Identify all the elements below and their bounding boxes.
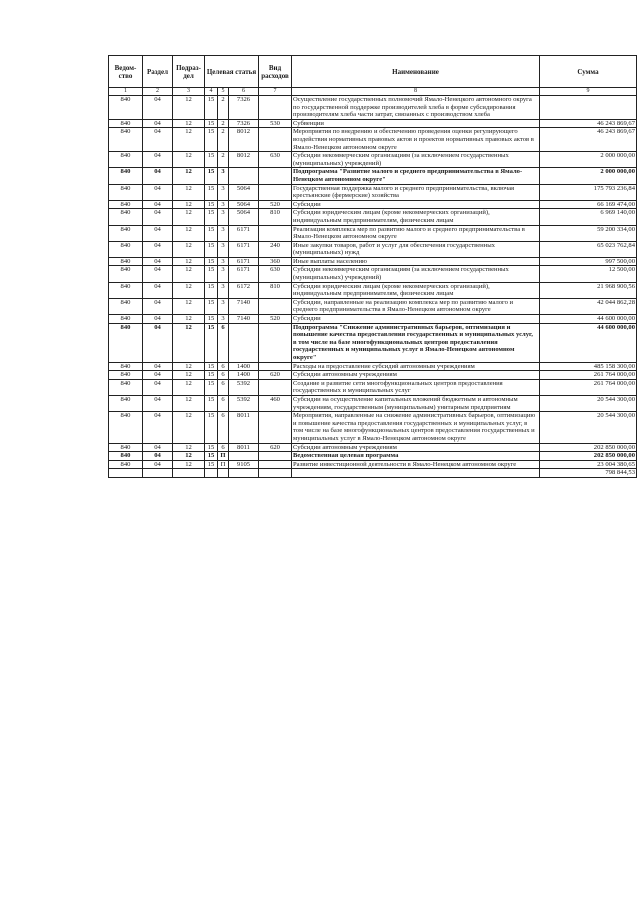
cs-subprogram-cell: П (218, 452, 229, 461)
podrazdel-cell: 12 (173, 128, 205, 152)
column-number: 2 (143, 88, 173, 96)
razdel-cell: 04 (143, 412, 173, 443)
cs-subprogram-cell: 3 (218, 298, 229, 314)
cs-program-cell: 15 (205, 282, 218, 298)
cs-direction-cell: 7140 (229, 298, 259, 314)
ved-cell: 840 (109, 209, 143, 225)
table-row (109, 395, 637, 411)
cs-direction-cell: 6171 (229, 225, 259, 241)
cs-program-cell: 15 (205, 184, 218, 200)
budget-table (108, 55, 637, 478)
header-summa: Сумма (540, 56, 637, 88)
name-cell: Осуществление государственных полномочий Ямало-Ненецкого автономного округа по государственной поддержке производителей хлеба в форме субсидирования производителям хлеба части затрат, связанных с производством хлеба (292, 96, 540, 120)
cs-direction-cell: 5392 (229, 379, 259, 395)
podrazdel-cell: 12 (173, 168, 205, 184)
cs-subprogram-cell: 3 (218, 315, 229, 324)
table-row (109, 119, 637, 128)
vid-cell (259, 362, 292, 371)
ved-cell (109, 469, 143, 478)
ved-cell: 840 (109, 460, 143, 469)
sum-cell: 2 000 000,00 (540, 152, 637, 168)
razdel-cell: 04 (143, 119, 173, 128)
cs-program-cell: 15 (205, 225, 218, 241)
podrazdel-cell: 12 (173, 282, 205, 298)
sum-cell: 261 764 000,00 (540, 379, 637, 395)
cs-program-cell: 15 (205, 412, 218, 443)
table-row (109, 96, 637, 120)
cs-subprogram-cell: 3 (218, 200, 229, 209)
vid-cell (259, 168, 292, 184)
cs-subprogram-cell: 6 (218, 371, 229, 380)
cs-subprogram-cell: 3 (218, 168, 229, 184)
name-cell: Иные выплаты населению (292, 257, 540, 266)
cs-subprogram-cell: 2 (218, 152, 229, 168)
name-cell: Субсидии некоммерческим организациям (за исключением государственных (муниципальных) учреждений) (292, 152, 540, 168)
cs-program-cell: 15 (205, 168, 218, 184)
vid-cell (259, 184, 292, 200)
table-row (109, 460, 637, 469)
razdel-cell: 04 (143, 200, 173, 209)
razdel-cell: 04 (143, 209, 173, 225)
ved-cell: 840 (109, 443, 143, 452)
podrazdel-cell: 12 (173, 200, 205, 209)
sum-cell: 44 600 000,00 (540, 323, 637, 362)
header-podrazdel: Подраз-дел (173, 56, 205, 88)
ved-cell: 840 (109, 298, 143, 314)
name-cell: Субсидии (292, 200, 540, 209)
name-cell: Субсидии (292, 315, 540, 324)
vid-cell: 630 (259, 266, 292, 282)
ved-cell: 840 (109, 379, 143, 395)
column-number: 5 (218, 88, 229, 96)
name-cell: Создание и развитие сети многофункциональных центров предоставления государственных и муниципальных услуг (292, 379, 540, 395)
sum-cell: 2 000 000,00 (540, 168, 637, 184)
vid-cell (259, 298, 292, 314)
name-cell: Мероприятия по внедрению и обеспечению проведения оценки регулирующего воздействия нормативных правовых актов и проектов нормативных правовых актов в Ямало-Ненецком автономном округе (292, 128, 540, 152)
cs-program-cell: 15 (205, 362, 218, 371)
cs-program-cell: 15 (205, 379, 218, 395)
name-cell: Субсидии автономным учреждениям (292, 371, 540, 380)
podrazdel-cell: 12 (173, 395, 205, 411)
cs-direction-cell: 1400 (229, 362, 259, 371)
cs-direction-cell: 1400 (229, 371, 259, 380)
razdel-cell: 04 (143, 452, 173, 461)
name-cell: Субсидии некоммерческим организациям (за исключением государственных (муниципальных) учреждений) (292, 266, 540, 282)
podrazdel-cell: 12 (173, 371, 205, 380)
column-numbers-row (109, 88, 637, 96)
cs-program-cell: 15 (205, 298, 218, 314)
podrazdel-cell: 12 (173, 412, 205, 443)
razdel-cell: 04 (143, 168, 173, 184)
cs-direction-cell (229, 168, 259, 184)
podrazdel-cell: 12 (173, 298, 205, 314)
cs-program-cell: 15 (205, 96, 218, 120)
sum-cell (540, 96, 637, 120)
vid-cell: 460 (259, 395, 292, 411)
vid-cell (259, 379, 292, 395)
cs-subprogram-cell: 2 (218, 128, 229, 152)
cs-program-cell: 15 (205, 323, 218, 362)
cs-program-cell: 15 (205, 452, 218, 461)
sum-cell: 798 844,53 (540, 469, 637, 478)
ved-cell: 840 (109, 282, 143, 298)
cs-program-cell: 15 (205, 315, 218, 324)
sum-cell: 12 500,00 (540, 266, 637, 282)
table-row (109, 379, 637, 395)
sum-cell: 997 500,00 (540, 257, 637, 266)
sum-cell: 46 243 869,67 (540, 128, 637, 152)
column-number: 1 (109, 88, 143, 96)
cs-direction-cell: 7140 (229, 315, 259, 324)
sum-cell: 202 850 000,00 (540, 443, 637, 452)
ved-cell: 840 (109, 152, 143, 168)
table-row (109, 362, 637, 371)
podrazdel-cell: 12 (173, 266, 205, 282)
vid-cell: 620 (259, 371, 292, 380)
vid-cell: 520 (259, 200, 292, 209)
cs-subprogram-cell: 3 (218, 241, 229, 257)
cs-direction-cell (229, 323, 259, 362)
name-cell: Мероприятия, направленные на снижение административных барьеров, оптимизацию и повышение качества предоставления государственных и муниципальных услуг, в том числе на базе многофункциональных центров предоставления государственных и муниципальных услуг в Ямало-Ненецком автономном округе (292, 412, 540, 443)
razdel-cell (143, 469, 173, 478)
name-cell: Субсидии юридическим лицам (кроме некоммерческих организаций), индивидуальным предпринимателям, физическим лицам (292, 282, 540, 298)
ved-cell: 840 (109, 200, 143, 209)
cs-subprogram-cell: 3 (218, 266, 229, 282)
table-row (109, 469, 637, 478)
razdel-cell: 04 (143, 371, 173, 380)
cs-subprogram-cell: 3 (218, 209, 229, 225)
header-naimenovanie: Наименование (292, 56, 540, 88)
vid-cell (259, 469, 292, 478)
table-row (109, 323, 637, 362)
podrazdel-cell: 12 (173, 315, 205, 324)
sum-cell: 261 764 000,00 (540, 371, 637, 380)
table-row (109, 298, 637, 314)
budget-document-page (108, 55, 636, 478)
cs-program-cell: 15 (205, 460, 218, 469)
name-cell: Подпрограмма "Снижение административных барьеров, оптимизация и повышение качества предоставления государственных и муниципальных услуг, в том числе на базе многофункциональных центров предоставления государственных и муниципальных услуг в Ямало-Ненецком автономном округе" (292, 323, 540, 362)
ved-cell: 840 (109, 119, 143, 128)
razdel-cell: 04 (143, 298, 173, 314)
cs-subprogram-cell (218, 469, 229, 478)
cs-program-cell: 15 (205, 266, 218, 282)
cs-subprogram-cell: 3 (218, 257, 229, 266)
cs-program-cell: 15 (205, 257, 218, 266)
cs-subprogram-cell: 6 (218, 323, 229, 362)
vid-cell: 360 (259, 257, 292, 266)
ved-cell: 840 (109, 323, 143, 362)
cs-direction-cell (229, 469, 259, 478)
razdel-cell: 04 (143, 241, 173, 257)
name-cell: Субсидии на осуществление капитальных вложений бюджетным и автономным учреждениям, государственным (муниципальным) унитарным предприятиям (292, 395, 540, 411)
cs-direction-cell: 6171 (229, 266, 259, 282)
ved-cell: 840 (109, 225, 143, 241)
podrazdel-cell: 12 (173, 323, 205, 362)
ved-cell: 840 (109, 371, 143, 380)
razdel-cell: 04 (143, 96, 173, 120)
sum-cell: 20 544 300,00 (540, 395, 637, 411)
table-row (109, 371, 637, 380)
cs-direction-cell: 5064 (229, 209, 259, 225)
vid-cell: 810 (259, 209, 292, 225)
cs-direction-cell (229, 452, 259, 461)
cs-program-cell: 15 (205, 119, 218, 128)
table-row (109, 266, 637, 282)
cs-subprogram-cell: 6 (218, 395, 229, 411)
ved-cell: 840 (109, 241, 143, 257)
razdel-cell: 04 (143, 362, 173, 371)
razdel-cell: 04 (143, 184, 173, 200)
name-cell: Субсидии автономным учреждениям (292, 443, 540, 452)
vid-cell: 630 (259, 152, 292, 168)
ved-cell: 840 (109, 168, 143, 184)
cs-direction-cell: 5392 (229, 395, 259, 411)
name-cell: Расходы на предоставление субсидий автономным учреждениям (292, 362, 540, 371)
vid-cell: 620 (259, 443, 292, 452)
cs-direction-cell: 6172 (229, 282, 259, 298)
cs-program-cell: 15 (205, 371, 218, 380)
table-row (109, 282, 637, 298)
razdel-cell: 04 (143, 257, 173, 266)
razdel-cell: 04 (143, 460, 173, 469)
table-row (109, 315, 637, 324)
vid-cell (259, 225, 292, 241)
razdel-cell: 04 (143, 395, 173, 411)
table-row (109, 452, 637, 461)
podrazdel-cell: 12 (173, 379, 205, 395)
podrazdel-cell (173, 469, 205, 478)
cs-direction-cell: 8012 (229, 128, 259, 152)
cs-subprogram-cell: 6 (218, 443, 229, 452)
cs-direction-cell: 8011 (229, 412, 259, 443)
column-number: 4 (205, 88, 218, 96)
table-row (109, 241, 637, 257)
cs-direction-cell: 9105 (229, 460, 259, 469)
name-cell: Подпрограмма "Развитие малого и среднего предпринимательства в Ямало-Ненецком автономном округе" (292, 168, 540, 184)
sum-cell: 20 544 300,00 (540, 412, 637, 443)
cs-program-cell: 15 (205, 209, 218, 225)
razdel-cell: 04 (143, 152, 173, 168)
cs-direction-cell: 8012 (229, 152, 259, 168)
ved-cell: 840 (109, 412, 143, 443)
podrazdel-cell: 12 (173, 452, 205, 461)
razdel-cell: 04 (143, 225, 173, 241)
sum-cell: 175 793 236,84 (540, 184, 637, 200)
razdel-cell: 04 (143, 315, 173, 324)
razdel-cell: 04 (143, 282, 173, 298)
sum-cell: 23 004 380,65 (540, 460, 637, 469)
vid-cell: 240 (259, 241, 292, 257)
sum-cell: 21 968 900,56 (540, 282, 637, 298)
column-number: 9 (540, 88, 637, 96)
table-row (109, 443, 637, 452)
name-cell: Развитие инвестиционной деятельности в Ямало-Ненецком автономном округе (292, 460, 540, 469)
podrazdel-cell: 12 (173, 184, 205, 200)
sum-cell: 42 044 862,28 (540, 298, 637, 314)
cs-subprogram-cell: 6 (218, 412, 229, 443)
header-vid-rashodov: Вид расходов (259, 56, 292, 88)
sum-cell: 66 169 474,00 (540, 200, 637, 209)
cs-direction-cell: 6171 (229, 241, 259, 257)
vid-cell: 810 (259, 282, 292, 298)
name-cell: Субсидии, направленные на реализацию комплекса мер по развитию малого и среднего предпринимательства в Ямало-Ненецком автономном округе (292, 298, 540, 314)
table-row (109, 412, 637, 443)
sum-cell: 6 969 140,00 (540, 209, 637, 225)
ved-cell: 840 (109, 184, 143, 200)
sum-cell: 46 243 869,67 (540, 119, 637, 128)
razdel-cell: 04 (143, 443, 173, 452)
column-number: 7 (259, 88, 292, 96)
cs-program-cell: 15 (205, 241, 218, 257)
column-number: 6 (229, 88, 259, 96)
cs-direction-cell: 7326 (229, 119, 259, 128)
column-number: 3 (173, 88, 205, 96)
podrazdel-cell: 12 (173, 225, 205, 241)
cs-subprogram-cell: П (218, 460, 229, 469)
name-cell: Субвенции (292, 119, 540, 128)
vid-cell (259, 323, 292, 362)
vid-cell (259, 460, 292, 469)
cs-program-cell (205, 469, 218, 478)
table-row (109, 184, 637, 200)
cs-subprogram-cell: 3 (218, 282, 229, 298)
cs-direction-cell: 6171 (229, 257, 259, 266)
cs-direction-cell: 8011 (229, 443, 259, 452)
podrazdel-cell: 12 (173, 257, 205, 266)
cs-direction-cell: 7326 (229, 96, 259, 120)
cs-direction-cell: 5064 (229, 184, 259, 200)
razdel-cell: 04 (143, 379, 173, 395)
razdel-cell: 04 (143, 128, 173, 152)
vid-cell: 520 (259, 315, 292, 324)
name-cell: Реализация комплекса мер по развитию малого и среднего предпринимательства в Ямало-Ненецком автономном округе (292, 225, 540, 241)
podrazdel-cell: 12 (173, 96, 205, 120)
ved-cell: 840 (109, 96, 143, 120)
podrazdel-cell: 12 (173, 241, 205, 257)
cs-subprogram-cell: 3 (218, 184, 229, 200)
column-number: 8 (292, 88, 540, 96)
podrazdel-cell: 12 (173, 460, 205, 469)
cs-program-cell: 15 (205, 152, 218, 168)
cs-subprogram-cell: 6 (218, 362, 229, 371)
sum-cell: 485 158 300,00 (540, 362, 637, 371)
ved-cell: 840 (109, 257, 143, 266)
vid-cell: 530 (259, 119, 292, 128)
podrazdel-cell: 12 (173, 362, 205, 371)
table-row (109, 128, 637, 152)
table-row (109, 225, 637, 241)
podrazdel-cell: 12 (173, 119, 205, 128)
podrazdel-cell: 12 (173, 209, 205, 225)
razdel-cell: 04 (143, 323, 173, 362)
ved-cell: 840 (109, 452, 143, 461)
vid-cell (259, 412, 292, 443)
name-cell: Государственная поддержка малого и среднего предпринимательства, включая крестьянские (фермерские) хозяйства (292, 184, 540, 200)
sum-cell: 65 023 762,84 (540, 241, 637, 257)
vid-cell (259, 96, 292, 120)
cs-subprogram-cell: 3 (218, 225, 229, 241)
name-cell: Субсидии юридическим лицам (кроме некоммерческих организаций), индивидуальным предпринимателям, физическим лицам (292, 209, 540, 225)
name-cell: Иные закупки товаров, работ и услуг для обеспечения государственных (муниципальных) нужд (292, 241, 540, 257)
table-row (109, 152, 637, 168)
ved-cell: 840 (109, 315, 143, 324)
podrazdel-cell: 12 (173, 152, 205, 168)
sum-cell: 59 200 334,00 (540, 225, 637, 241)
sum-cell: 202 850 000,00 (540, 452, 637, 461)
ved-cell: 840 (109, 362, 143, 371)
razdel-cell: 04 (143, 266, 173, 282)
cs-subprogram-cell: 2 (218, 119, 229, 128)
cs-subprogram-cell: 2 (218, 96, 229, 120)
podrazdel-cell: 12 (173, 443, 205, 452)
cs-program-cell: 15 (205, 443, 218, 452)
table-row (109, 257, 637, 266)
cs-subprogram-cell: 6 (218, 379, 229, 395)
ved-cell: 840 (109, 266, 143, 282)
header-razdel: Раздел (143, 56, 173, 88)
header-celevaya-statya: Целевая статья (205, 56, 259, 88)
cs-direction-cell: 5064 (229, 200, 259, 209)
header-vedomstvo: Ведом-ство (109, 56, 143, 88)
cs-program-cell: 15 (205, 395, 218, 411)
vid-cell (259, 452, 292, 461)
cs-program-cell: 15 (205, 200, 218, 209)
ved-cell: 840 (109, 395, 143, 411)
table-row (109, 200, 637, 209)
name-cell: Ведомственная целевая программа (292, 452, 540, 461)
table-row (109, 168, 637, 184)
ved-cell: 840 (109, 128, 143, 152)
sum-cell: 44 600 000,00 (540, 315, 637, 324)
table-row (109, 209, 637, 225)
cs-program-cell: 15 (205, 128, 218, 152)
vid-cell (259, 128, 292, 152)
name-cell (292, 469, 540, 478)
